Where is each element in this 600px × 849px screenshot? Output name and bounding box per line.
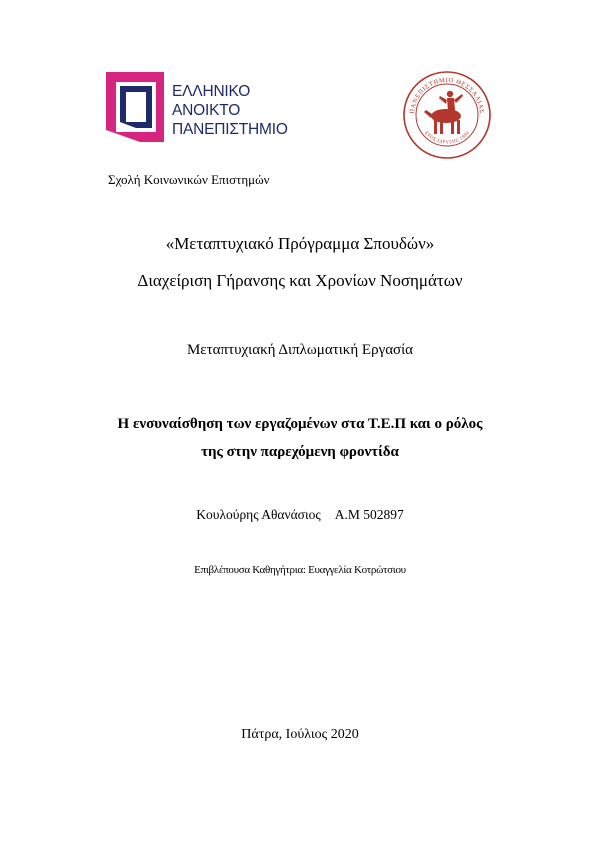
author-line [0,507,600,523]
eap-logo-text [172,82,288,139]
thesis-title-line-2: της στην παρεχόμενη φροντίδα [201,444,399,460]
thesis-type: Μεταπτυχιακή Διπλωματική Εργασία [186,342,414,358]
program-label: «Μεταπτυχιακό Πρόγραμμα Σπουδών» [165,234,435,253]
school-name: Σχολή Κοινωνικών Επιστημών [108,172,270,187]
program-title: Διαχείριση Γήρανσης και Χρονίων Νοσημάτων [137,271,463,290]
author-name: Κουλούρης Αθανάσιος [196,507,321,522]
supervisor: Επιβλέπουσα Καθηγήτρια: Ευαγγελία Κοτρώτσιου [194,564,406,576]
svg-text:ΠΑΝΕΠΙΣΤΗΜΙΟ ΘΕΣΣΑΛΙΑΣ: ΠΑΝΕΠΙΣΤΗΜΙΟ ΘΕΣΣΑΛΙΑΣ [408,76,486,115]
student-id: Α.Μ 502897 [334,507,404,522]
logo-line-2: ΑΝΟΙΚΤΟ [172,102,241,119]
logo-line-1: ΕΛΛΗΝΙΚΟ [172,83,251,100]
svg-text:ΕΤΟΣ ΙΔΡΥΣΗΣ 1984: ΕΤΟΣ ΙΔΡΥΣΗΣ 1984 [423,130,471,146]
place-date: Πάτρα, Ιούλιος 2020 [241,727,359,742]
logo-line-3: ΠΑΝΕΠΙΣΤΗΜΙΟ [172,121,288,138]
thesis-title [0,410,600,466]
university-seal [402,70,492,160]
thesis-title-line-1: Η ενσυναίσθηση των εργαζομένων στα Τ.Ε.Π και ο ρόλος [117,416,483,432]
